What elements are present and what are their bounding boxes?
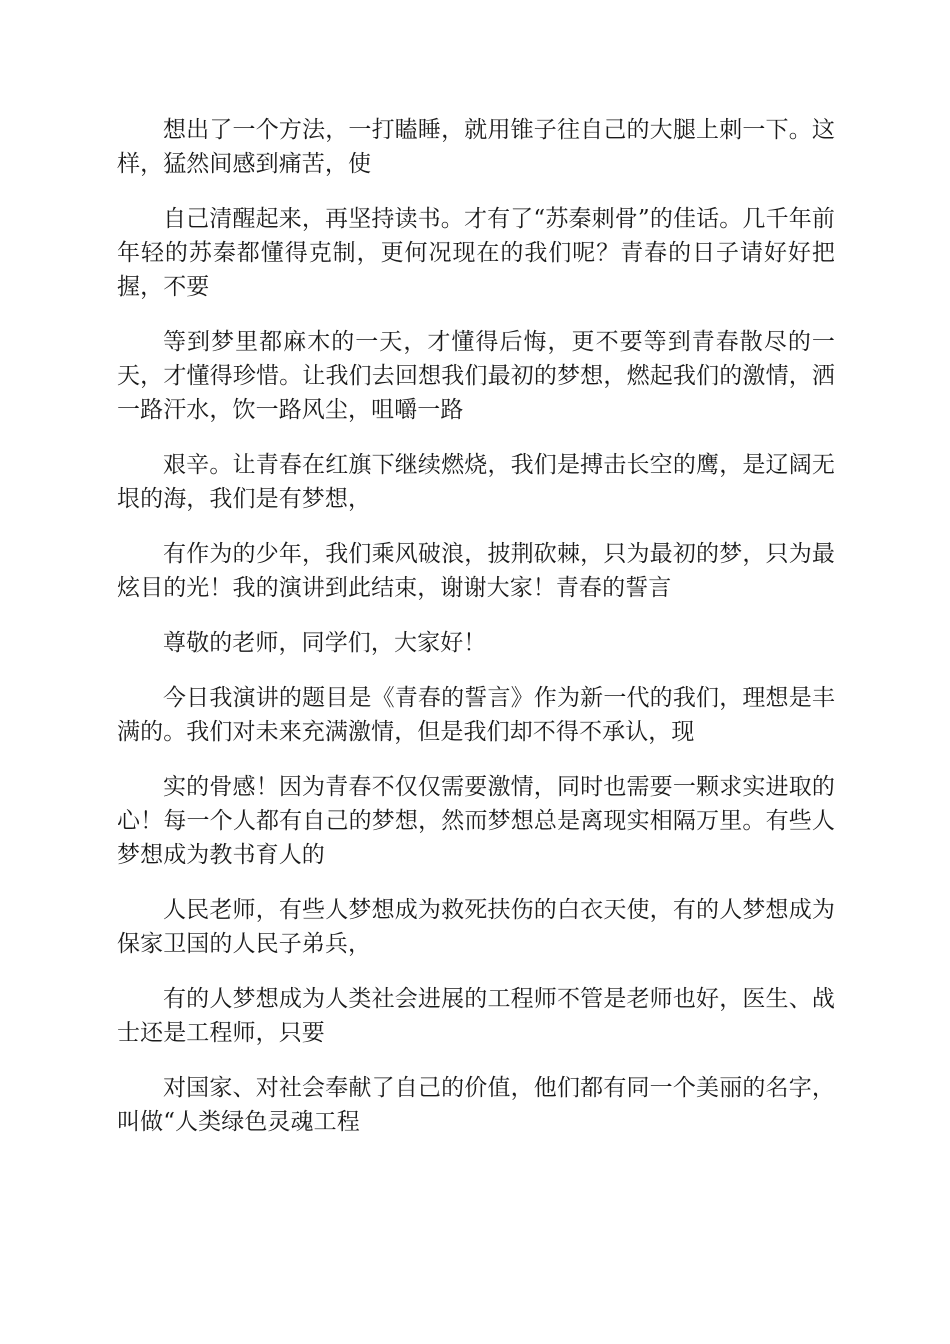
document-body [117,113,835,1160]
paragraph: 人民老师，有些人梦想成为救死扶伤的白衣天使，有的人梦想成为保家卫国的人民子弟兵， [117,897,835,957]
paragraph: 想出了一个方法，一打瞌睡，就用锥子往自己的大腿上刺一下。这样，猛然间感到痛苦，使 [117,117,835,177]
paragraph: 尊敬的老师，同学们，大家好！ [163,630,487,656]
paragraph: 自己清醒起来，再坚持读书。才有了“苏秦刺骨”的佳话。几千年前年轻的苏秦都懂得克制，更何况现在的我们呢？青春的日子请好好把握，不要 [117,206,835,300]
paragraph: 有的人梦想成为人类社会进展的工程师不管是老师也好，医生、战士还是工程师，只要 [117,986,835,1046]
paragraph: 对国家、对社会奉献了自己的价值，他们都有同一个美丽的名字，叫做“人类绿色灵魂工程 [117,1075,835,1135]
paragraph: 实的骨感！因为青春不仅仅需要激情，同时也需要一颗求实进取的心！每一个人都有自己的梦想，然而梦想总是离现实相隔万里。有些人梦想成为教书育人的 [117,774,835,868]
paragraph: 今日我演讲的题目是《青春的誓言》作为新一代的我们，理想是丰满的。我们对未来充满激情，但是我们却不得不承认，现 [117,685,835,745]
paragraph: 艰辛。让青春在红旗下继续燃烧，我们是搏击长空的鹰，是辽阔无垠的海，我们是有梦想， [117,452,835,512]
paragraph: 有作为的少年，我们乘风破浪，披荆砍棘，只为最初的梦，只为最炫目的光！我的演讲到此结束，谢谢大家！青春的誓言 [117,541,835,601]
paragraph: 等到梦里都麻木的一天，才懂得后悔，更不要等到青春散尽的一天，才懂得珍惜。让我们去回想我们最初的梦想，燃起我们的激情，洒一路汗水，饮一路风尘，咀嚼一路 [117,329,835,423]
